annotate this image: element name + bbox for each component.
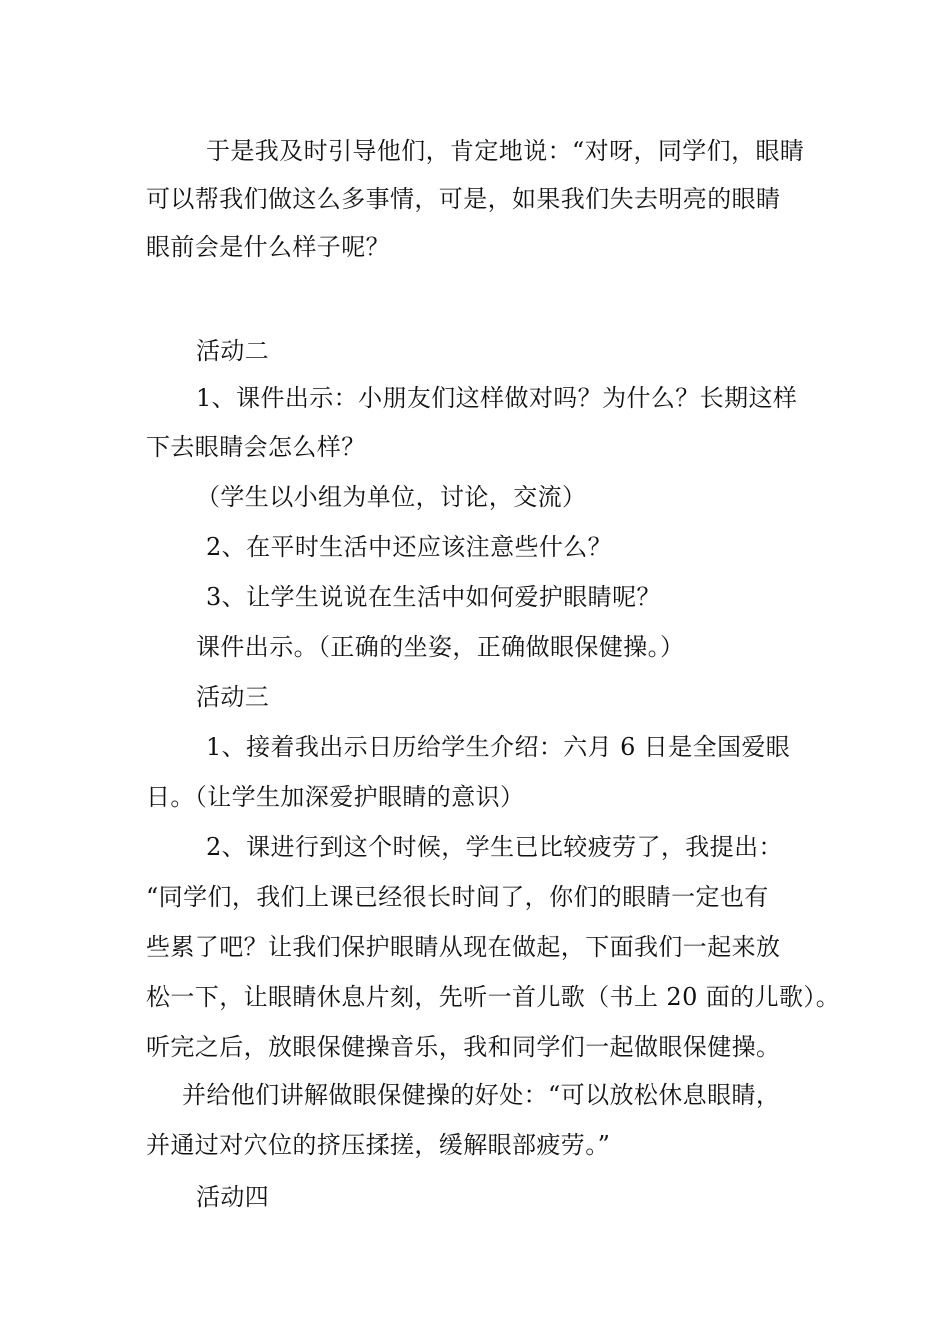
section-heading: 活动三 bbox=[196, 683, 270, 711]
paragraph-line: 课件出示。（正确的坐姿，正确做眼保健操。） bbox=[196, 633, 685, 661]
paragraph-line: 并通过对穴位的挤压揉搓，缓解眼部疲劳。” bbox=[146, 1131, 611, 1159]
list-item: 1、课件出示：小朋友们这样做对吗？为什么？长期这样 bbox=[196, 384, 798, 412]
note-text: （学生以小组为单位，讨论，交流） bbox=[196, 483, 587, 511]
list-item: 2、在平时生活中还应该注意些什么？ bbox=[206, 533, 613, 561]
list-item: 日。（让学生加深爱护眼睛的意识） bbox=[146, 783, 525, 811]
paragraph-line: 于是我及时引导他们，肯定地说：“对呀，同学们，眼睛 bbox=[206, 137, 805, 165]
paragraph-line: 松一下，让眼睛休息片刻，先听一首儿歌（书上 20 面的儿歌）。 bbox=[146, 983, 841, 1011]
paragraph-line: 听完之后，放眼保健操音乐，我和同学们一起做眼保健操。 bbox=[146, 1033, 781, 1061]
paragraph-line: 些累了吧？让我们保护眼睛从现在做起，下面我们一起来放 bbox=[146, 933, 781, 961]
paragraph-line: 可以帮我们做这么多事情，可是，如果我们失去明亮的眼睛 bbox=[146, 185, 781, 213]
section-heading: 活动二 bbox=[196, 337, 270, 365]
section-heading: 活动四 bbox=[196, 1183, 270, 1211]
paragraph-line: 眼前会是什么样子呢？ bbox=[146, 233, 390, 261]
list-item: 1、接着我出示日历给学生介绍：六月 6 日是全国爱眼 bbox=[206, 733, 791, 761]
list-item: 2、课进行到这个时候，学生已比较疲劳了，我提出： bbox=[206, 833, 783, 861]
paragraph-line: “同学们，我们上课已经很长时间了，你们的眼睛一定也有 bbox=[146, 883, 769, 911]
list-item: 3、让学生说说在生活中如何爱护眼睛呢？ bbox=[206, 583, 661, 611]
paragraph-line: 并给他们讲解做眼保健操的好处：“可以放松休息眼睛， bbox=[182, 1081, 781, 1109]
list-item: 下去眼睛会怎么样？ bbox=[146, 433, 366, 461]
